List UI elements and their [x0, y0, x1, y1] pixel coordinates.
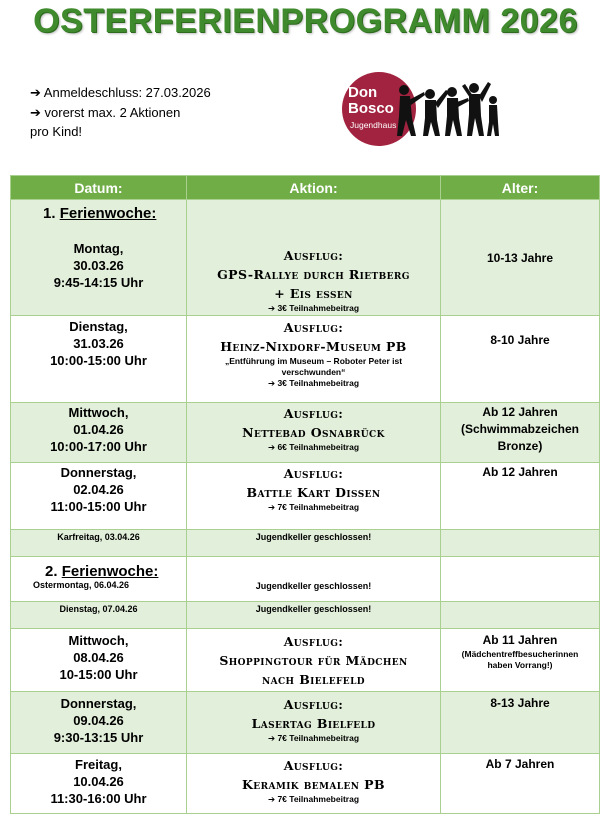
table-row	[11, 316, 600, 403]
action-type: Ausflug:	[283, 320, 344, 335]
week2-heading	[45, 563, 186, 580]
age-label: 8-13 Jahre	[490, 696, 550, 710]
date-label: Ostermontag, 06.04.26	[33, 580, 130, 590]
closed-note: Jugendkeller geschlossen!	[187, 557, 441, 602]
date-label: 30.03.26	[73, 258, 124, 273]
don-bosco-logo	[342, 72, 502, 146]
age-label: Ab 11 Jahren	[482, 633, 558, 647]
age-note: (Mädchentreffbesucherinnen	[461, 649, 579, 659]
logo-don: Don	[348, 84, 378, 101]
week2-label: Ferienwoche:	[61, 563, 159, 580]
date-label: 31.03.26	[73, 336, 124, 351]
fee-label: ➔ 7€ Teilnahmebeitrag	[267, 794, 360, 804]
table-row	[11, 754, 600, 814]
date-label: Dienstag, 07.04.26	[11, 602, 187, 629]
closed-note: Jugendkeller geschlossen!	[187, 530, 441, 557]
table-row	[11, 557, 600, 602]
action-title-2: + Eis essen	[274, 286, 353, 301]
week2-number: 2.	[45, 563, 58, 580]
date-label: 02.04.26	[73, 482, 124, 497]
table-row	[11, 403, 600, 463]
age-label: Ab 12 Jahren	[482, 405, 558, 419]
day-label: Donnerstag,	[60, 696, 137, 711]
action-title: Keramik bemalen PB	[242, 777, 385, 792]
action-title: Nettebad Osnabrück	[242, 425, 385, 440]
action-type: Ausflug:	[283, 406, 344, 421]
action-title: Lasertag Bielfeld	[251, 716, 376, 731]
week1-label: Ferienwoche:	[59, 205, 157, 222]
day-label: Montag,	[73, 241, 124, 256]
day-label: Mittwoch,	[68, 633, 129, 648]
date-label: 08.04.26	[73, 650, 124, 665]
table-row	[11, 530, 600, 557]
time-label: 10:00-17:00 Uhr	[50, 439, 147, 454]
header-action: Aktion:	[187, 176, 441, 200]
action-subtitle-2: verschwunden“	[281, 367, 346, 377]
week1-number: 1.	[43, 205, 56, 222]
date-label: Karfreitag, 03.04.26	[11, 530, 187, 557]
header-date: Datum:	[11, 176, 187, 200]
action-type: Ausflug:	[283, 634, 344, 649]
registration-notes	[30, 83, 211, 142]
action-title: Battle Kart Dissen	[246, 485, 381, 500]
table-row	[11, 200, 600, 316]
program-table	[10, 175, 600, 814]
table-row	[11, 692, 600, 754]
logo-jugendhaus: Jugendhaus	[350, 120, 397, 130]
action-type: Ausflug:	[283, 466, 344, 481]
age-label: Ab 7 Jahren	[485, 757, 555, 771]
action-type: Ausflug:	[283, 758, 344, 773]
logo-bosco: Bosco	[348, 100, 394, 117]
week1-heading	[11, 205, 186, 222]
closed-note: Jugendkeller geschlossen!	[187, 602, 441, 629]
dancing-figures-icon	[390, 78, 500, 140]
action-type: Ausflug:	[283, 248, 344, 263]
action-title: GPS-Rallye durch Rietberg	[217, 267, 410, 282]
age-label: Ab 12 Jahren	[482, 465, 558, 479]
table-row	[11, 463, 600, 530]
note-per-child: pro Kind!	[30, 124, 83, 139]
day-label: Donnerstag,	[60, 465, 137, 480]
date-label: 01.04.26	[73, 422, 124, 437]
time-label: 10-15:00 Uhr	[59, 667, 138, 682]
fee-label: ➔ 7€ Teilnahmebeitrag	[267, 502, 360, 512]
action-title: Heinz-Nixdorf-Museum PB	[220, 339, 407, 354]
time-label: 9:30-13:15 Uhr	[53, 730, 144, 745]
header-age: Alter:	[441, 176, 600, 200]
table-row	[11, 629, 600, 692]
time-label: 11:00-15:00 Uhr	[50, 499, 147, 514]
action-subtitle: „Entführung im Museum – Roboter Peter ist	[224, 356, 403, 366]
page-title: OSTERFERIENPROGRAMM 2026	[33, 2, 578, 40]
note-deadline: ➔ Anmeldeschluss: 27.03.2026	[30, 85, 211, 100]
date-label: 10.04.26	[73, 774, 124, 789]
action-title: Shoppingtour für Mädchen	[219, 653, 408, 668]
fee-label: ➔ 3€ Teilnahmebeitrag	[267, 378, 360, 388]
date-label: 09.04.26	[73, 713, 124, 728]
age-label: 8-10 Jahre	[490, 333, 550, 347]
time-label: 11:30-16:00 Uhr	[50, 791, 147, 806]
age-label: 10-13 Jahre	[486, 251, 554, 265]
day-label: Freitag,	[75, 757, 122, 772]
table-row	[11, 602, 600, 629]
time-label: 9:45-14:15 Uhr	[53, 275, 144, 290]
action-title-2: nach Bielefeld	[261, 672, 366, 687]
age-note: (Schwimmabzeichen	[460, 422, 580, 436]
action-type: Ausflug:	[283, 697, 344, 712]
day-label: Mittwoch,	[68, 405, 129, 420]
note-max-actions: ➔ vorerst max. 2 Aktionen	[30, 104, 181, 120]
age-note-2: Bronze)	[497, 439, 543, 453]
day-label: Dienstag,	[69, 319, 128, 334]
age-note-2: haben Vorrang!)	[487, 660, 553, 670]
time-label: 10:00-15:00 Uhr	[50, 353, 147, 368]
fee-label: ➔ 7€ Teilnahmebeitrag	[267, 733, 360, 743]
fee-label: ➔ 6€ Teilnahmebeitrag	[267, 442, 360, 452]
fee-label: ➔ 3€ Teilnahmebeitrag	[267, 303, 360, 313]
